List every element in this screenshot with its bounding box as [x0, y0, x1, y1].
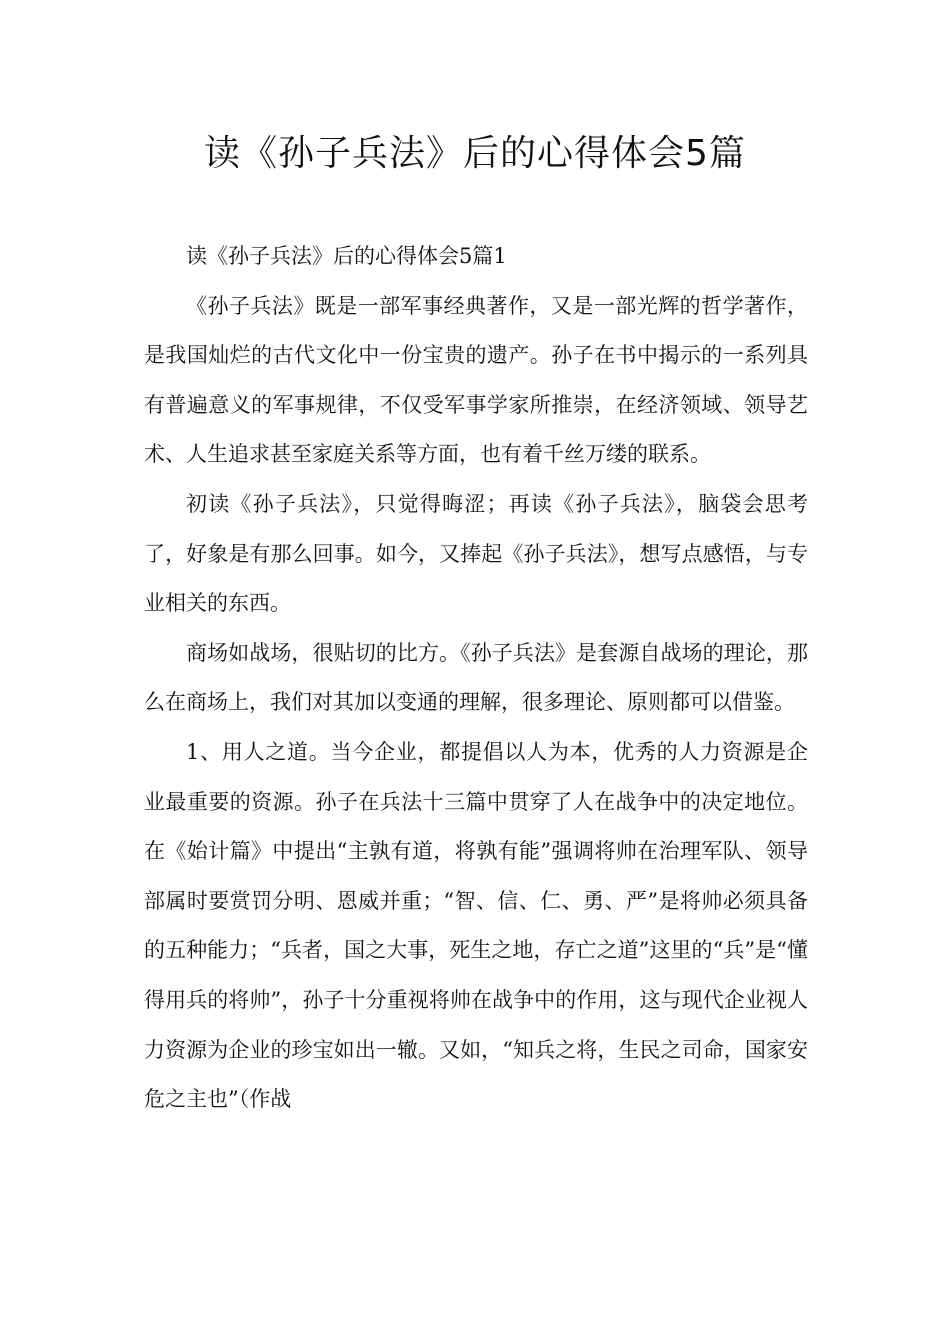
paragraph: 商场如战场，很贴切的比方。《孙子兵法》是套源自战场的理论，那么在商场上，我们对其加以变通的理解，很多理论、原则都可以借鉴。: [144, 640, 808, 715]
section-heading: 读《孙子兵法》后的心得体会5篇1: [186, 244, 507, 268]
paragraph: 《孙子兵法》既是一部军事经典著作，又是一部光辉的哲学著作，是我国灿烂的古代文化中一份宝贵的遗产。孙子在书中揭示的一系列具有普遍意义的军事规律，不仅受军事学家所推崇，在经济领域、领导艺术、人生追求甚至家庭关系等方面，也有着千丝万缕的联系。: [144, 293, 808, 467]
paragraph: 初读《孙子兵法》，只觉得晦涩；再读《孙子兵法》，脑袋会思考了，好象是有那么回事。如今，又捧起《孙子兵法》，想写点感悟，与专业相关的东西。: [144, 491, 808, 616]
document-body: [144, 232, 808, 1125]
document-title: 读《孙子兵法》后的心得体会5篇: [204, 133, 746, 174]
paragraph: 1、用人之道。当今企业，都提倡以人为本，优秀的人力资源是企业最重要的资源。孙子在兵法十三篇中贯穿了人在战争中的决定地位。在《始计篇》中提出“主孰有道，将孰有能”强调将帅在治理军队、领导部属时要赏罚分明、恩威并重；“智、信、仁、勇、严”是将帅必须具备的五种能力；“兵者，国之大事，死生之地，存亡之道”这里的“兵”是“懂得用兵的将帅”，孙子十分重视将帅在战争中的作用，这与现代企业视人力资源为企业的珍宝如出一辙。又如，“知兵之将，生民之司命，国家安危之主也”（作战: [144, 739, 808, 1112]
